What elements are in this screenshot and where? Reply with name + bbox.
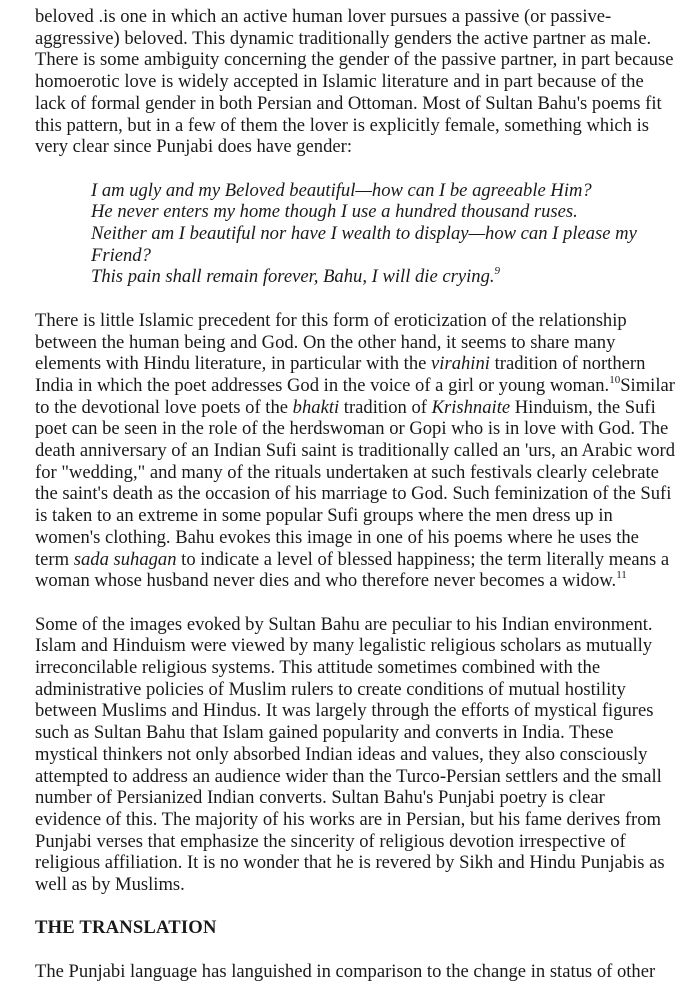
footnote-ref-11: 11 xyxy=(616,569,627,582)
term-bhakti: bhakti xyxy=(292,396,340,418)
paragraph-translation: The Punjabi language has languished in comparison to the change in status of other xyxy=(35,960,656,982)
term-krishnaite: Krishnaite xyxy=(431,396,511,418)
paragraph-eroticization xyxy=(35,310,675,592)
term-virahini: virahini xyxy=(431,353,490,375)
verse-line-1: I am ugly and my Beloved beautiful—how can I be agreeable Him? xyxy=(91,179,592,201)
footnote-ref-10: 10 xyxy=(609,373,621,386)
para2-text-e: Hinduism, the Sufi poet can be seen in the role of the herdswoman or Gopi who is in love with God. The death anniversary of an Indian Sufi saint is traditionally called an 'urs, an Arabic word for "wedding," and many of the rituals undertaken at such festivals clearly celebrate the saint's death as the occasion of his marriage to God. Such feminization of the Sufi is taken to an extreme in some popular Sufi groups where the men dress up in women's clothing. Bahu evokes this image in one of his poems where he uses the term xyxy=(35,396,675,570)
verse-line-4-text: This pain shall remain forever, Bahu, I will die crying. xyxy=(91,266,495,288)
term-sada-suhagan: sada suhagan xyxy=(73,548,177,570)
paragraph-gender: beloved .is one in which an active human lover pursues a passive (or passive-aggressive) beloved. This dynamic traditionally genders the active partner as male. There is some ambiguity concerning the gender of the passive partner, in part because homoerotic love is widely accepted in Islamic literature and in part because of the lack of formal gender in both Persian and Ottoman. Most of Sultan Bahu's poems fit this pattern, but in a few of them the lover is explicitly female, something which is very clear since Punjabi does have gender: xyxy=(35,6,674,158)
document-page xyxy=(35,6,675,1004)
verse-quote xyxy=(91,180,675,289)
para2-text-b: tradition of northern India in which the poet addresses God in the voice of a girl or young woman. xyxy=(35,353,646,396)
footnote-ref-9: 9 xyxy=(494,265,501,278)
para2-text-c: Similar to the devotional love poets of the xyxy=(35,374,675,418)
verse-line-3: Neither am I beautiful nor have I wealth to display—how can I please my Friend? xyxy=(91,223,637,266)
section-heading: THE TRANSLATION xyxy=(35,917,217,939)
para2-text-f: to indicate a level of blessed happiness; the term literally means a woman whose husband never dies and who therefore never becomes a widow. xyxy=(35,548,670,592)
para2-text-d: tradition of xyxy=(339,396,432,418)
verse-line-4 xyxy=(91,266,675,288)
verse-line-2: He never enters my home though I use a hundred thousand ruses. xyxy=(91,201,578,223)
paragraph-indian-environment: Some of the images evoked by Sultan Bahu are peculiar to his Indian environment. Islam and Hinduism were viewed by many legalistic religious scholars as mutually irreconcilable religious systems. This attitude sometimes combined with the administrative policies of Muslim rulers to create conditions of mutual hostility between Muslims and Hindus. It was largely through the efforts of mystical figures such as Sultan Bahu that Islam gained popularity and converts in India. These mystical thinkers not only absorbed Indian ideas and values, they also consciously attempted to address an audience wider than the Turco-Persian settlers and the small number of Persianized Indian converts. Sultan Bahu's Punjabi poetry is clear evidence of this. The majority of his works are in Persian, but his fame derives from Punjabi verses that emphasize the sincerity of religious devotion irrespective of religious affiliation. It is no wonder that he is revered by Sikh and Hindu Punjabis as well as by Muslims. xyxy=(35,613,665,896)
para2-text-a: There is little Islamic precedent for this form of eroticization of the relationship between the human being and God. On the other hand, it seems to share many elements with Hindu literature, in particular with the xyxy=(35,309,627,375)
